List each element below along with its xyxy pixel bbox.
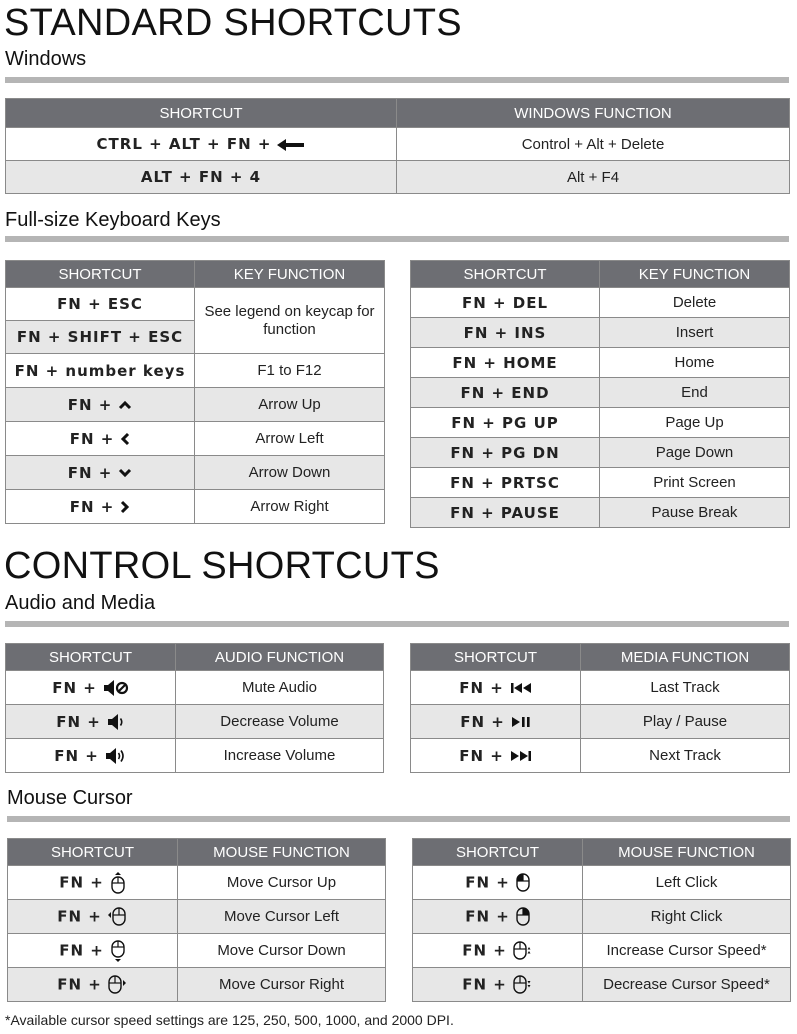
function-cell: F1 to F12 <box>195 354 385 388</box>
function-cell: Arrow Left <box>195 422 385 456</box>
table-row <box>411 468 790 498</box>
shortcut-cell: FN + PRTSC <box>411 468 600 498</box>
shortcut-cell: FN + PAUSE <box>411 498 600 528</box>
shortcut-cell: FN + <box>413 866 583 900</box>
table-row <box>411 288 790 318</box>
function-cell: Insert <box>600 318 790 348</box>
fullsize-keys-table-right <box>410 260 790 528</box>
left-arrow-icon <box>277 139 305 151</box>
footnote: *Available cursor speed settings are 125, 250, 500, 1000, and 2000 DPI. <box>5 1012 454 1028</box>
function-cell: Page Down <box>600 438 790 468</box>
table-row <box>411 348 790 378</box>
shortcut-cell: FN + <box>8 866 178 900</box>
chevron-left-icon <box>120 432 130 446</box>
shortcut-cell: FN + <box>6 490 195 524</box>
standard-shortcuts-title: STANDARD SHORTCUTS <box>4 2 462 44</box>
shortcut-cell: FN + <box>413 900 583 934</box>
function-cell: Move Cursor Down <box>178 934 386 968</box>
table-row <box>6 388 385 422</box>
column-header-windows-function: WINDOWS FUNCTION <box>397 99 790 128</box>
mouse-down-icon <box>110 940 126 962</box>
audio-shortcuts-table <box>5 643 384 773</box>
table-row <box>8 900 386 934</box>
function-cell: Move Cursor Left <box>178 900 386 934</box>
chevron-down-icon <box>118 468 132 478</box>
shortcut-cell: FN + <box>411 705 581 739</box>
function-cell: Increase Cursor Speed* <box>583 934 791 968</box>
shortcut-cell: FN + number keys <box>6 354 195 388</box>
table-row <box>411 378 790 408</box>
table-row <box>8 866 386 900</box>
next-track-icon <box>510 750 532 762</box>
table-row <box>411 408 790 438</box>
column-header-mouse-function: MOUSE FUNCTION <box>178 839 386 866</box>
table-row <box>6 288 385 321</box>
previous-track-icon <box>510 682 532 694</box>
function-cell: Right Click <box>583 900 791 934</box>
shortcut-cell: FN + <box>6 671 176 705</box>
volume-up-icon <box>105 748 127 764</box>
mouse-speed-up-icon <box>513 941 533 961</box>
play-pause-icon <box>511 716 531 728</box>
column-header-media-function: MEDIA FUNCTION <box>581 644 790 671</box>
function-cell: Increase Volume <box>176 739 384 773</box>
table-row <box>6 354 385 388</box>
function-cell: Pause Break <box>600 498 790 528</box>
mouse-shortcuts-table-left <box>7 838 386 1002</box>
table-row <box>6 739 384 773</box>
shortcut-cell: FN + <box>8 900 178 934</box>
function-cell: Left Click <box>583 866 791 900</box>
table-row <box>413 866 791 900</box>
shortcut-cell: ALT + FN + 4 <box>6 161 397 194</box>
function-cell: Next Track <box>581 739 790 773</box>
column-header-shortcut: SHORTCUT <box>8 839 178 866</box>
column-header-shortcut: SHORTCUT <box>413 839 583 866</box>
volume-down-icon <box>107 714 125 730</box>
shortcut-cell: FN + DEL <box>411 288 600 318</box>
function-cell: Arrow Down <box>195 456 385 490</box>
table-row <box>413 900 791 934</box>
column-header-shortcut: SHORTCUT <box>6 99 397 128</box>
mouse-up-icon <box>110 872 126 894</box>
shortcut-cell: FN + <box>8 934 178 968</box>
column-header-shortcut: SHORTCUT <box>6 261 195 288</box>
shortcut-cell: FN + END <box>411 378 600 408</box>
function-cell: Play / Pause <box>581 705 790 739</box>
shortcut-cell: FN + <box>6 705 176 739</box>
table-row <box>6 705 384 739</box>
chevron-right-icon <box>120 500 130 514</box>
function-cell: Print Screen <box>600 468 790 498</box>
function-cell: Decrease Cursor Speed* <box>583 968 791 1002</box>
function-cell: Move Cursor Right <box>178 968 386 1002</box>
shortcut-cell: FN + ESC <box>6 288 195 321</box>
column-header-key-function: KEY FUNCTION <box>195 261 385 288</box>
function-cell: Control + Alt + Delete <box>397 128 790 161</box>
column-header-audio-function: AUDIO FUNCTION <box>176 644 384 671</box>
shortcut-cell: FN + <box>8 968 178 1002</box>
shortcut-cell: FN + <box>411 739 581 773</box>
function-cell: Delete <box>600 288 790 318</box>
table-row <box>413 934 791 968</box>
table-row <box>8 934 386 968</box>
mouse-right-icon <box>108 975 128 995</box>
shortcut-cell: FN + <box>413 968 583 1002</box>
shortcut-cell: FN + <box>6 456 195 490</box>
column-header-key-function: KEY FUNCTION <box>600 261 790 288</box>
mouse-speed-down-icon <box>513 975 533 995</box>
mouse-shortcuts-table-right <box>412 838 791 1002</box>
mouse-cursor-heading: Mouse Cursor <box>7 787 133 809</box>
section-divider <box>7 816 790 822</box>
function-cell: See legend on keycap for function <box>195 288 385 354</box>
fullsize-keys-table-left <box>5 260 385 524</box>
shortcut-cell: FN + <box>413 934 583 968</box>
table-row <box>8 968 386 1002</box>
table-row <box>6 422 385 456</box>
mouse-left-click-icon <box>516 873 530 893</box>
column-header-shortcut: SHORTCUT <box>6 644 176 671</box>
table-row <box>6 456 385 490</box>
function-cell: Arrow Right <box>195 490 385 524</box>
mouse-right-click-icon <box>516 907 530 927</box>
media-shortcuts-table <box>410 643 790 773</box>
table-row <box>6 128 790 161</box>
function-cell: Home <box>600 348 790 378</box>
table-row <box>411 498 790 528</box>
windows-shortcuts-table <box>5 98 790 194</box>
control-shortcuts-title: CONTROL SHORTCUTS <box>4 545 440 587</box>
function-cell: End <box>600 378 790 408</box>
function-cell: Move Cursor Up <box>178 866 386 900</box>
function-cell: Decrease Volume <box>176 705 384 739</box>
shortcut-cell: FN + PG UP <box>411 408 600 438</box>
shortcut-cell: FN + HOME <box>411 348 600 378</box>
shortcut-cell: FN + <box>6 388 195 422</box>
column-header-shortcut: SHORTCUT <box>411 261 600 288</box>
shortcut-cell: FN + INS <box>411 318 600 348</box>
function-cell: Page Up <box>600 408 790 438</box>
function-cell: Arrow Up <box>195 388 385 422</box>
mouse-left-icon <box>108 907 128 927</box>
windows-heading: Windows <box>5 48 87 70</box>
shortcut-cell: FN + SHIFT + ESC <box>6 321 195 354</box>
table-row <box>6 161 790 194</box>
table-row <box>411 438 790 468</box>
section-divider <box>5 77 789 83</box>
table-row <box>413 968 791 1002</box>
mute-icon <box>103 680 129 696</box>
table-row <box>411 739 790 773</box>
shortcut-cell: FN + <box>6 739 176 773</box>
table-row <box>6 671 384 705</box>
table-row <box>411 318 790 348</box>
shortcut-cell: FN + PG DN <box>411 438 600 468</box>
section-divider <box>5 621 789 627</box>
column-header-shortcut: SHORTCUT <box>411 644 581 671</box>
chevron-up-icon <box>118 400 132 410</box>
function-cell: Last Track <box>581 671 790 705</box>
shortcut-cell: FN + <box>6 422 195 456</box>
function-cell: Mute Audio <box>176 671 384 705</box>
table-row <box>6 490 385 524</box>
fullsize-keys-heading: Full-size Keyboard Keys <box>5 209 221 231</box>
table-row <box>411 705 790 739</box>
audio-media-heading: Audio and Media <box>5 592 156 614</box>
section-divider <box>5 236 789 242</box>
shortcut-cell: CTRL + ALT + FN + <box>6 128 397 161</box>
function-cell: Alt + F4 <box>397 161 790 194</box>
table-row <box>411 671 790 705</box>
column-header-mouse-function: MOUSE FUNCTION <box>583 839 791 866</box>
shortcut-cell: FN + <box>411 671 581 705</box>
